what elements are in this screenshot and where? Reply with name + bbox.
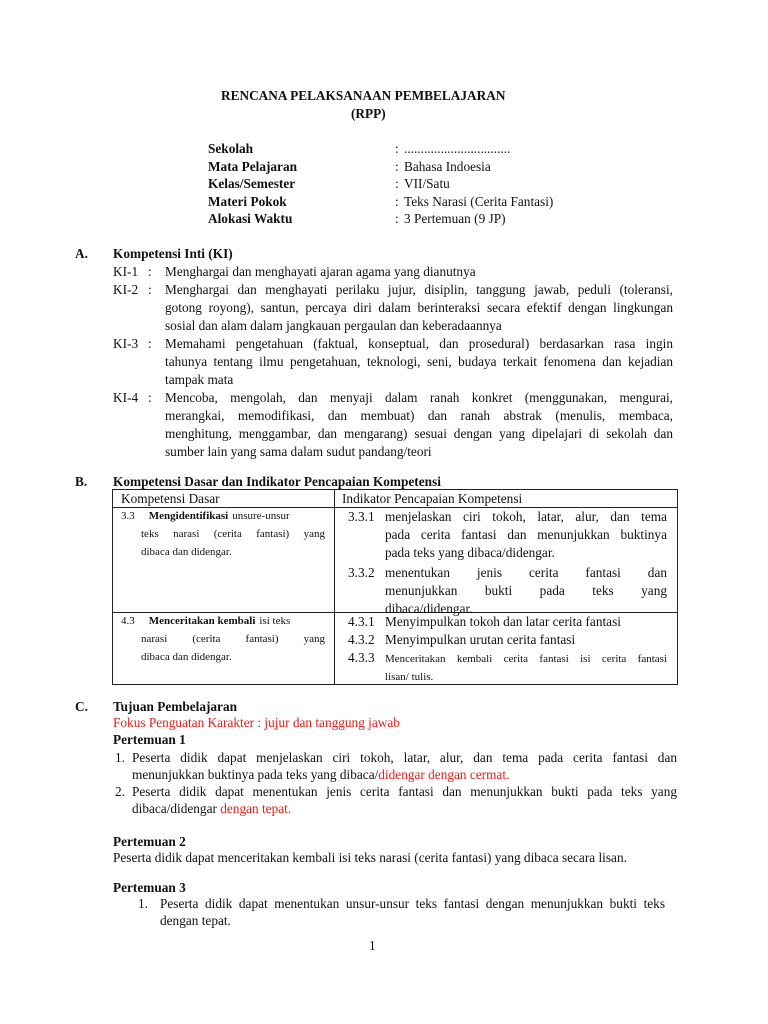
list-text-line: Peserta didik dapat menentukan jenis cerita fantasi dan menunjukkan bukti pada teks yang — [132, 784, 677, 799]
section-b-letter: B. — [75, 474, 88, 489]
meeting-2-title: Pertemuan 2 — [113, 834, 186, 849]
list-text-line — [132, 800, 291, 817]
info-colon: : — [395, 211, 399, 226]
competency-table — [112, 489, 678, 685]
kd-text-line: teks narasi (cerita fantasi) yang — [141, 528, 325, 540]
info-colon: : — [395, 158, 399, 174]
section-a-heading: Kompetensi Inti (KI) — [113, 246, 233, 261]
indicator-text-line: menentukan jenis cerita fantasi dan — [385, 565, 667, 580]
character-focus: Fokus Penguatan Karakter : jujur dan tanggung jawab — [113, 715, 400, 730]
ki-text-line: Memahami pengetahuan (faktual, konseptual, dan prosedural) berdasarkan rasa ingin — [165, 336, 673, 351]
indicator-text-line: Menyimpulkan urutan cerita fantasi — [385, 632, 576, 647]
info-value: VII/Satu — [404, 176, 450, 191]
ki-text-line: Menghargai dan menghayati perilaku jujur, disiplin, tanggung jawab, peduli (toleransi, — [165, 282, 673, 297]
ki-text-line: gotong royong), santun, percaya diri dalam berinteraksi secara efektif dengan lingkungan — [165, 300, 673, 315]
ki-code: KI-3 — [113, 336, 139, 351]
section-c-heading: Tujuan Pembelajaran — [113, 699, 237, 714]
section-c-letter: C. — [75, 699, 88, 714]
document-title: RENCANA PELAKSANAAN PEMBELAJARAN — [221, 88, 506, 103]
list-number: 2. — [115, 784, 125, 799]
meeting-3-title: Pertemuan 3 — [113, 880, 186, 895]
ki-text-line: Mencoba, mengolah, dan menyaji dalam ranah konkret (menggunakan, mengurai, — [165, 390, 673, 405]
kd-first-line — [121, 508, 290, 525]
info-label: Alokasi Waktu — [208, 211, 293, 226]
ki-code: KI-4 — [113, 390, 139, 405]
ki-colon: : — [148, 282, 152, 297]
ki-colon: : — [148, 336, 152, 351]
ki-code: KI-1 — [113, 264, 139, 279]
info-value: Teks Narasi (Cerita Fantasi) — [404, 193, 554, 209]
indicator-text-line: lisan/ tulis. — [385, 671, 434, 683]
list-text-emphasis: didengar dengan cermat. — [378, 767, 510, 782]
kd-keyword: Menceritakan kembali — [148, 615, 256, 627]
info-colon: : — [395, 176, 399, 191]
indicator-text-line: dibaca/didengar. — [385, 601, 473, 616]
list-number: 1. — [115, 750, 125, 765]
list-text-line — [132, 766, 509, 783]
kd-text-line: dibaca dan didengar. — [141, 546, 232, 558]
list-text-line: Peserta didik dapat menjelaskan ciri tokoh, latar, alur, dan tema pada cerita fantasi dan — [132, 750, 677, 765]
ki-text-line: menghitung, menggambar, dan mengarang) sesuai dengan yang dipelajari di sekolah dan — [165, 426, 673, 441]
info-label: Kelas/Semester — [208, 176, 296, 191]
info-label: Sekolah — [208, 141, 254, 156]
indicator-text-line: pada teks yang dibaca/didengar. — [385, 545, 555, 560]
info-value: 3 Pertemuan (9 JP) — [404, 211, 506, 226]
kd-text-line: dibaca dan didengar. — [141, 651, 232, 663]
info-label: Mata Pelajaran — [208, 158, 297, 174]
kd-text-line: narasi (cerita fantasi) yang — [141, 633, 325, 645]
indicator-number: 4.3.2 — [348, 632, 375, 647]
list-text: menunjukkan buktinya pada teks yang dibaca/ — [132, 767, 379, 782]
kd-rest: isi teks — [259, 615, 291, 627]
ki-colon: : — [148, 390, 152, 405]
indicator-number: 3.3.1 — [348, 509, 375, 524]
kd-number: 3.3 — [121, 510, 135, 522]
kd-rest: unsure-unsur — [232, 510, 290, 522]
meeting-1-title: Pertemuan 1 — [113, 732, 186, 747]
info-colon: : — [395, 193, 399, 209]
ki-text-line: Menghargai dan menghayati ajaran agama yang dianutnya — [165, 264, 476, 279]
indicator-text-line: Menyimpulkan tokoh dan latar cerita fantasi — [385, 614, 621, 629]
ki-text-line: merangkai, memodifikasi, dan membuat) dan ranah abstrak (menulis, membaca, — [165, 408, 673, 423]
indicator-text-line: menjelaskan ciri tokoh, latar, alur, dan tema — [385, 509, 667, 524]
indicator-text-line: menunjukkan bukti pada teks yang — [385, 583, 667, 598]
section-b-heading: Kompetensi Dasar dan Indikator Pencapaian Kompetensi — [113, 474, 441, 489]
indicator-text-line: pada cerita fantasi dan menunjukkan buktinya — [385, 527, 667, 542]
col-header-ipk: Indikator Pencapaian Kompetensi — [342, 491, 523, 506]
ki-text-line: tampak mata — [165, 372, 234, 387]
col-header-kd: Kompetensi Dasar — [121, 491, 220, 506]
ki-code: KI-2 — [113, 282, 139, 297]
ki-text-line: sumber lain yang sama dalam sudut pandang/teori — [165, 444, 432, 459]
list-text-line: dengan tepat. — [160, 913, 231, 928]
indicator-number: 4.3.3 — [348, 650, 375, 665]
info-value: Bahasa Indoesia — [404, 158, 491, 174]
kd-first-line — [121, 613, 290, 630]
info-value: ................................ — [404, 141, 511, 156]
info-colon: : — [395, 141, 399, 156]
meeting-2-text: Peserta didik dapat menceritakan kembali isi teks narasi (cerita fantasi) yang dibaca secara lisan. — [113, 850, 627, 865]
kd-number: 4.3 — [121, 615, 135, 627]
kd-keyword: Mengidentifikasi — [148, 510, 229, 522]
page-number: 1 — [369, 938, 376, 953]
indicator-number: 4.3.1 — [348, 614, 375, 629]
ki-text-line: sosial dan alam dalam jangkauan pergaulan dan keberadaannya — [165, 318, 502, 333]
ki-text-line: tahunya tentang ilmu pengetahuan, teknologi, seni, budaya terkait fenomena dan kejadian — [165, 354, 673, 369]
list-text-line: Peserta didik dapat menentukan unsur-unsur teks fantasi dengan menunjukkan bukti teks — [160, 896, 665, 911]
document-subtitle: (RPP) — [351, 106, 386, 121]
info-label: Materi Pokok — [208, 193, 287, 209]
list-text-emphasis: dengan tepat. — [220, 801, 292, 816]
section-a-letter: A. — [75, 246, 88, 261]
list-text: dibaca/didengar — [132, 801, 221, 816]
indicator-number: 3.3.2 — [348, 565, 375, 580]
indicator-text-line: Menceritakan kembali cerita fantasi isi cerita fantasi — [385, 653, 667, 665]
list-number: 1. — [138, 896, 148, 911]
ki-colon: : — [148, 264, 152, 279]
